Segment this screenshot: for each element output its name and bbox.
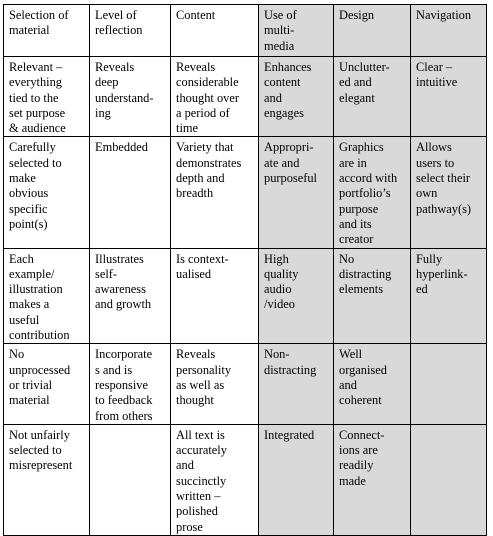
header-use-of-multimedia: Use of multi- media <box>259 5 334 57</box>
header-level-of-reflection: Level of reflection <box>90 5 171 57</box>
header-navigation: Navigation <box>411 5 487 57</box>
cell-navigation: Clear – intuitive <box>411 57 487 137</box>
header-content: Content <box>171 5 259 57</box>
cell-selection: Relevant – everything tied to the set purpose & audience <box>4 57 90 137</box>
cell-selection: Carefully selected to make obvious specific point(s) <box>4 137 90 248</box>
cell-navigation <box>411 424 487 535</box>
cell-navigation: Fully hyperlink- ed <box>411 248 487 344</box>
cell-content: Reveals considerable thought over a period of time <box>171 57 259 137</box>
table-row <box>4 248 487 344</box>
cell-multimedia: Enhances content and engages <box>259 57 334 137</box>
cell-reflection: Incorporate s and is responsive to feedback from others <box>90 344 171 424</box>
header-row <box>4 5 487 57</box>
cell-selection: Not unfairly selected to misrepresent <box>4 424 90 535</box>
table-row <box>4 57 487 137</box>
cell-navigation: Allows users to select their own pathway(s) <box>411 137 487 248</box>
cell-design: Graphics are in accord with portfolio’s purpose and its creator <box>334 137 411 248</box>
cell-content: Is context- ualised <box>171 248 259 344</box>
cell-content: Reveals personality as well as thought <box>171 344 259 424</box>
cell-reflection: Embedded <box>90 137 171 248</box>
cell-selection: Each example/ illustration makes a useful contribution <box>4 248 90 344</box>
cell-reflection: Reveals deep understand- ing <box>90 57 171 137</box>
cell-design: Well organised and coherent <box>334 344 411 424</box>
criteria-table <box>3 4 487 536</box>
table-row <box>4 137 487 248</box>
cell-multimedia: Integrated <box>259 424 334 535</box>
cell-content: All text is accurately and succinctly written – polished prose <box>171 424 259 535</box>
cell-design: Connect- ions are readily made <box>334 424 411 535</box>
header-selection-of-material: Selection of material <box>4 5 90 57</box>
cell-multimedia: High quality audio /video <box>259 248 334 344</box>
table-row <box>4 344 487 424</box>
cell-selection: No unprocessed or trivial material <box>4 344 90 424</box>
cell-design: No distracting elements <box>334 248 411 344</box>
cell-content: Variety that demonstrates depth and breadth <box>171 137 259 248</box>
cell-navigation <box>411 344 487 424</box>
table-row <box>4 424 487 535</box>
cell-reflection <box>90 424 171 535</box>
header-design: Design <box>334 5 411 57</box>
cell-multimedia: Appropri- ate and purposeful <box>259 137 334 248</box>
cell-design: Unclutter- ed and elegant <box>334 57 411 137</box>
cell-reflection: Illustrates self- awareness and growth <box>90 248 171 344</box>
cell-multimedia: Non- distracting <box>259 344 334 424</box>
